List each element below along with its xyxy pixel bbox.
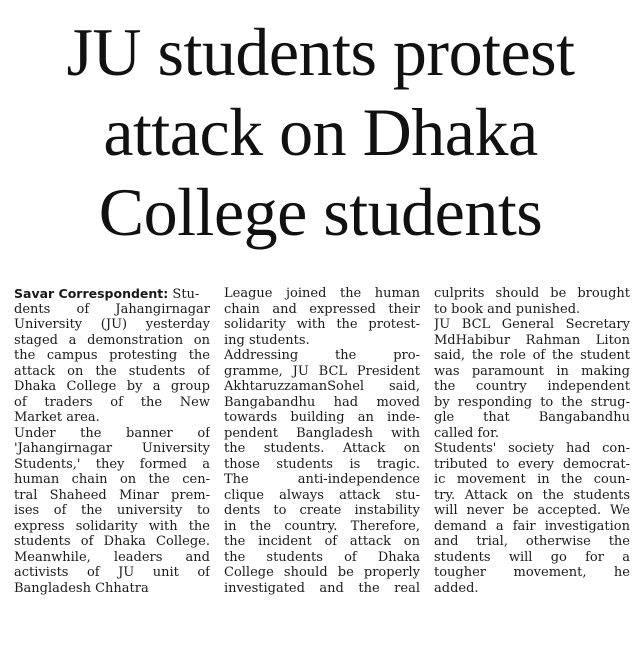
article-line: added.: [434, 580, 479, 596]
article-line: ic movement in the coun-: [434, 472, 630, 487]
article-line: called for.: [434, 425, 500, 441]
article-line: towards building an inde-: [224, 410, 420, 425]
article-line: in the country. Therefore,: [224, 518, 420, 534]
article-line: Bangladesh Chhatra: [14, 580, 149, 596]
article-line: by responding to the strug-: [434, 394, 630, 410]
article-line: attack on the students of: [14, 363, 210, 379]
article-line: College should be properly: [224, 565, 420, 580]
article-line: of traders of the New: [14, 394, 210, 410]
article-line: League joined the human: [224, 286, 420, 301]
article-body: [14, 286, 630, 652]
article-line: the campus protesting the: [14, 348, 210, 363]
article-line: AkhtaruzzamanSohel said,: [224, 379, 420, 394]
article-line: Dhaka College by a group: [14, 379, 210, 394]
headline-line-3: College students: [98, 174, 543, 250]
article-line: Market area.: [14, 410, 100, 425]
article-line: gramme, JU BCL President: [224, 363, 420, 379]
article-line: Students,' they formed a: [14, 456, 210, 472]
article-line: culprits should be brought: [434, 286, 630, 301]
article-line: dents of Jahangirnagar: [14, 301, 210, 317]
article-line: express solidarity with the: [14, 518, 210, 534]
article-line: tributed to every democrat-: [434, 456, 630, 472]
article-line: MdHabibur Rahman Liton: [434, 332, 630, 348]
article-line: try. Attack on the students: [434, 487, 630, 503]
article-line: the students. Attack on: [224, 441, 420, 456]
article-line: demand a fair investigation: [434, 518, 630, 534]
article-line: ing students.: [224, 332, 310, 348]
article-column-1: [14, 286, 210, 652]
article-line: the country independent: [434, 379, 630, 394]
article-line: was paramount in making: [434, 363, 630, 379]
article-line: clique always attack stu-: [224, 487, 420, 503]
article-column-3: [434, 286, 630, 652]
headline-line-1: JU students protest: [66, 14, 575, 90]
article-line: dents to create instability: [224, 503, 420, 518]
article-line: ises of the university to: [14, 503, 210, 518]
article-line: investigated and the real: [224, 580, 420, 596]
article-line: University (JU) yesterday: [14, 317, 210, 332]
article-text: Stu-: [168, 287, 200, 302]
article-line: Bangabandhu had moved: [224, 394, 420, 410]
article-line: students will go for a: [434, 549, 630, 565]
article-line: students of Dhaka College.: [14, 534, 210, 549]
article-line: pendent Bangladesh with: [224, 425, 420, 441]
article-line: tougher movement, he: [434, 565, 630, 580]
headline-line-2: attack on Dhaka: [103, 94, 538, 170]
article-line: JU BCL General Secretary: [434, 317, 630, 332]
article-line: gle that Bangabandhu: [434, 410, 630, 425]
article-line: the incident of attack on: [224, 534, 420, 549]
article-line: Students' society had con-: [434, 441, 630, 456]
article-line: solidarity with the protest-: [224, 317, 420, 332]
article-line: Under the banner of: [14, 425, 210, 441]
article-line: tral Shaheed Minar prem-: [14, 487, 210, 503]
article-line: will never be accepted. We: [434, 503, 630, 518]
article-line: 'Jahangirnagar University: [14, 441, 210, 456]
headline: [12, 12, 629, 252]
article-line: The anti-independence: [224, 472, 420, 487]
article-line: and trial, otherwise the: [434, 534, 630, 549]
article-line: activists of JU unit of: [14, 565, 210, 580]
article-line: chain and expressed their: [224, 301, 420, 317]
article-line: human chain on the cen-: [14, 472, 210, 487]
article-line: the students of Dhaka: [224, 549, 420, 565]
article-line: staged a demonstration on: [14, 332, 210, 348]
dateline: Savar Correspondent:: [14, 286, 169, 301]
article-line: to book and punished.: [434, 301, 581, 317]
article-column-2: [224, 286, 420, 652]
article-line: said, the role of the student: [434, 348, 630, 363]
article-line: Meanwhile, leaders and: [14, 549, 210, 565]
article-line: Addressing the pro-: [224, 348, 420, 363]
article-line: those students is tragic.: [224, 456, 420, 472]
article-line: [14, 286, 210, 302]
